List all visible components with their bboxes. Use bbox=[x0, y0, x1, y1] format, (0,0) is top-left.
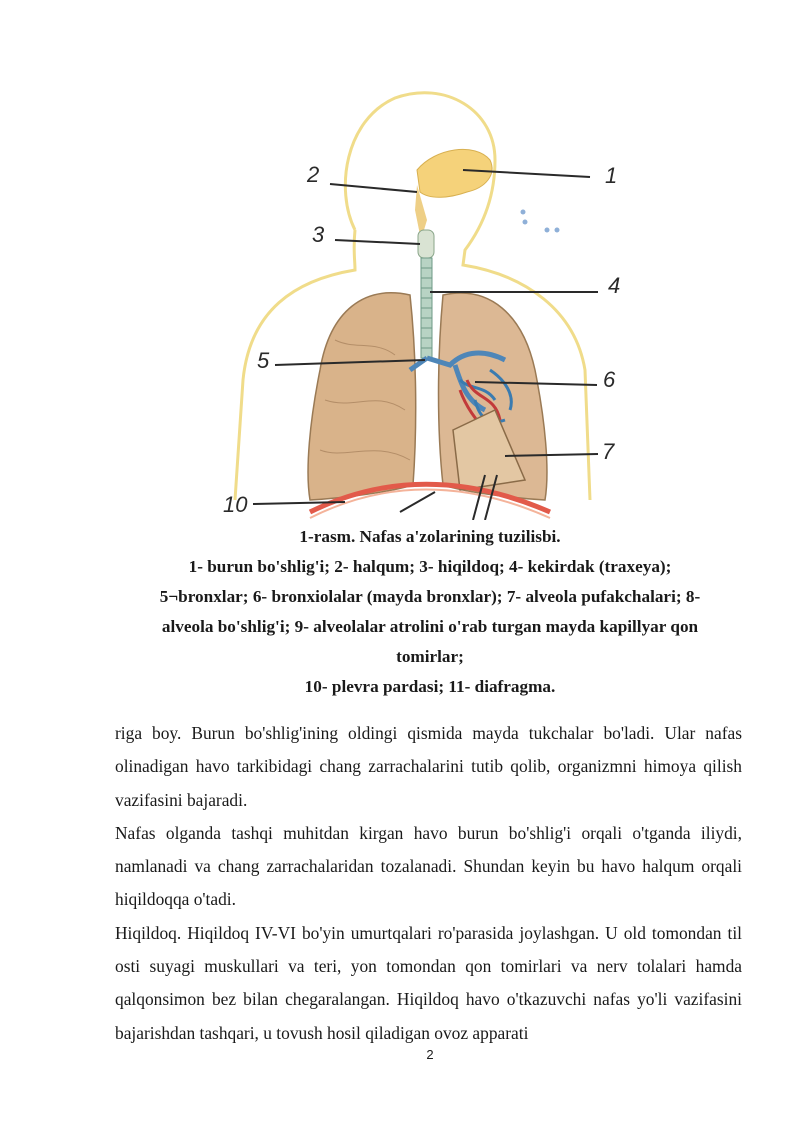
caption-line: alveola bo'shlig'i; 9- alveolalar atrolini o'rab turgan mayda kapillyar qon bbox=[161, 617, 699, 636]
dot bbox=[521, 210, 526, 215]
left-lung bbox=[308, 293, 416, 500]
caption-line: tomirlar; bbox=[396, 647, 464, 666]
larynx bbox=[418, 230, 434, 258]
dot bbox=[555, 228, 560, 233]
caption-title: 1-rasm. Nafas a'zolarining tuzilisbi. bbox=[299, 527, 561, 546]
respiratory-system-figure bbox=[205, 80, 635, 520]
paragraph: riga boy. Burun bo'shlig'ining oldingi qismida mayda tukchalar bo'ladi. Ular nafas olinadigan havo tarkibidagi chang zarrachalarini tutib qolib, organizmni himoya qilish vazifasini bajaradi. bbox=[115, 723, 742, 810]
dot bbox=[523, 220, 528, 225]
label-4: 4 bbox=[608, 273, 621, 298]
caption-line: 5¬bronxlar; 6- bronxiolalar (mayda bronxlar); 7- alveola pufakchalari; 8- bbox=[159, 587, 701, 606]
label-10: 10 bbox=[223, 492, 248, 517]
paragraph: Nafas olganda tashqi muhitdan kirgan havo burun bo'shlig'i orqali o'tganda iliydi, namlanadi va chang zarrachalaridan tozalanadi. Shundan keyin bu havo halqum orqali hiqildoqqa o'tadi. bbox=[115, 822, 742, 910]
leader-line-2 bbox=[330, 184, 417, 192]
nasal-cavity bbox=[417, 149, 492, 197]
label-5: 5 bbox=[257, 348, 270, 373]
paragraph: Hiqildoq. Hiqildoq IV-VI bo'yin umurtqalari ro'parasida joylashgan. U old tomondan til osti suyagi muskullari va teri, yon tomondan qon tomirlari va nerv tolalari hamda qalqonsimon bez bilan chegaralangan. Hiqildoq havo o'tkazuvchi nafas yo'li vazifasini bajarishdan tashqari, u tovush hosil qiladigan ovoz apparati bbox=[115, 922, 742, 1043]
label-6: 6 bbox=[603, 367, 616, 392]
leader-line-3 bbox=[335, 240, 420, 244]
caption-line: 10- plevra pardasi; 11- diafragma. bbox=[304, 677, 556, 696]
leader-line-diaphragm bbox=[400, 492, 435, 512]
figure-caption bbox=[110, 522, 750, 702]
label-7: 7 bbox=[602, 439, 615, 464]
caption-line: 1- burun bo'shlig'i; 2- halqum; 3- hiqildoq; 4- kekirdak (traxeya); bbox=[188, 557, 672, 576]
label-3: 3 bbox=[312, 222, 325, 247]
dot bbox=[545, 228, 550, 233]
respiratory-illustration bbox=[205, 80, 635, 520]
label-2: 2 bbox=[307, 162, 320, 187]
page-number: 2 bbox=[426, 1047, 434, 1062]
body-text bbox=[115, 717, 742, 1050]
label-1: 1 bbox=[605, 163, 618, 188]
